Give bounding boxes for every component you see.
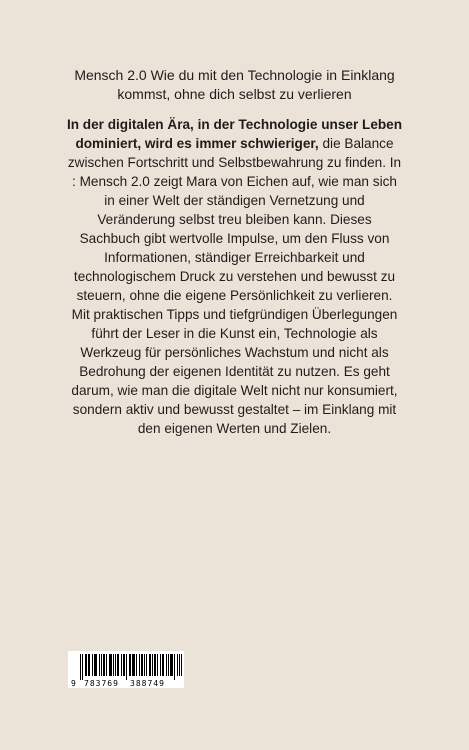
- barcode-bar: [82, 654, 83, 680]
- barcode-bar: [124, 654, 125, 676]
- barcode-bar: [130, 654, 131, 676]
- barcode-bar: [101, 654, 102, 676]
- barcode-bar: [123, 654, 124, 676]
- barcode-bar: [150, 654, 151, 676]
- blurb: [66, 115, 403, 438]
- barcode-bar: [126, 654, 127, 680]
- barcode-bar: [172, 654, 173, 676]
- barcode-bar: [139, 654, 140, 676]
- barcode-bar: [99, 654, 100, 676]
- book-title: [40, 66, 429, 104]
- barcode-bar: [162, 654, 163, 676]
- barcode-bar: [88, 654, 89, 676]
- barcode-bar: [154, 654, 155, 676]
- barcode-bar: [179, 654, 180, 676]
- barcode-bar: [104, 654, 105, 676]
- barcode-bar: [92, 654, 93, 676]
- barcode-bar: [171, 654, 172, 676]
- title-line-1: Mensch 2.0 Wie du mit den Technologie in Einklang: [74, 67, 395, 83]
- blurb-paragraph-1: [66, 115, 403, 305]
- barcode-bar: [115, 654, 116, 676]
- barcode-graphic: [68, 651, 184, 688]
- barcode-bar: [149, 654, 150, 676]
- barcode-bar: [168, 654, 169, 676]
- barcode-bar: [95, 654, 96, 676]
- isbn-barcode: [68, 651, 184, 688]
- barcode-bar: [181, 654, 182, 676]
- barcode-bar: [160, 654, 161, 676]
- barcode-bar: [132, 654, 133, 676]
- barcode-digit-first: 9: [71, 679, 76, 688]
- barcode-bar: [177, 654, 178, 676]
- barcode-bar: [155, 654, 156, 676]
- barcode-bar: [85, 654, 86, 676]
- barcode-bar: [163, 654, 164, 676]
- barcode-bar: [80, 654, 81, 680]
- barcode-bar: [136, 654, 137, 676]
- barcode-bar: [141, 654, 142, 676]
- barcode-digits-right: 388749: [130, 679, 165, 688]
- barcode-bar: [157, 654, 158, 676]
- barcode-bar: [111, 654, 112, 676]
- barcode-bar: [146, 654, 147, 676]
- barcode-bar: [170, 654, 171, 676]
- barcode-bar: [152, 654, 153, 676]
- blurb-bold-lead: In der digitalen Ära, in der Technologie unser Leben dominiert, wird es immer schwieriger,: [66, 117, 403, 151]
- barcode-bar: [118, 654, 119, 676]
- barcode-bar: [109, 654, 110, 676]
- barcode-bar: [144, 654, 145, 676]
- barcode-bar: [106, 654, 107, 676]
- barcode-bar: [174, 654, 175, 680]
- barcode-bar: [117, 654, 118, 676]
- barcode-bar: [142, 654, 143, 676]
- barcode-bar: [166, 654, 167, 676]
- barcode-bar: [86, 654, 87, 676]
- barcode-bar: [113, 654, 114, 676]
- blurb-paragraph-2: Mit praktischen Tipps und tiefgründigen Überlegungen führt der Leser in die Kunst ein, Technologie als Werkzeug für persönliches Wachstum und nicht als Bedrohung der eigenen Identität zu nutzen. Es geht darum, wie man die digitale Welt nicht nur konsumiert, sondern aktiv und bewusst gestaltet – im Einklang mit den eigenen Werten und Zielen.: [71, 307, 398, 436]
- barcode-bar: [133, 654, 134, 676]
- barcode-bar: [89, 654, 90, 676]
- title-line-2: kommst, ohne dich selbst zu verlieren: [117, 86, 352, 102]
- barcode-bar: [134, 654, 135, 676]
- barcode-bar: [129, 654, 130, 676]
- blurb-paragraph-1-text: die Balance zwischen Fortschritt und Selbstbewahrung zu finden. In : Mensch 2.0 zeigt Mara von Eichen auf, wie man sich in einer Welt der ständigen Vernetzung und Veränderung selbst treu bleiben kann. Dieses Sachbuch gibt wertvolle Impulse, um den Fluss von Informationen, ständiger Erreichbarkeit und technologischem Druck zu verstehen und bewusst zu steuern, ohne die eigene Persönlichkeit zu verlieren.: [67, 136, 402, 303]
- barcode-bar: [110, 654, 111, 676]
- barcode-bar: [103, 654, 104, 676]
- barcode-bar: [94, 654, 95, 676]
- barcode-bar: [121, 654, 122, 676]
- barcode-bar: [96, 654, 97, 676]
- barcode-digits-left: 783769: [84, 679, 119, 688]
